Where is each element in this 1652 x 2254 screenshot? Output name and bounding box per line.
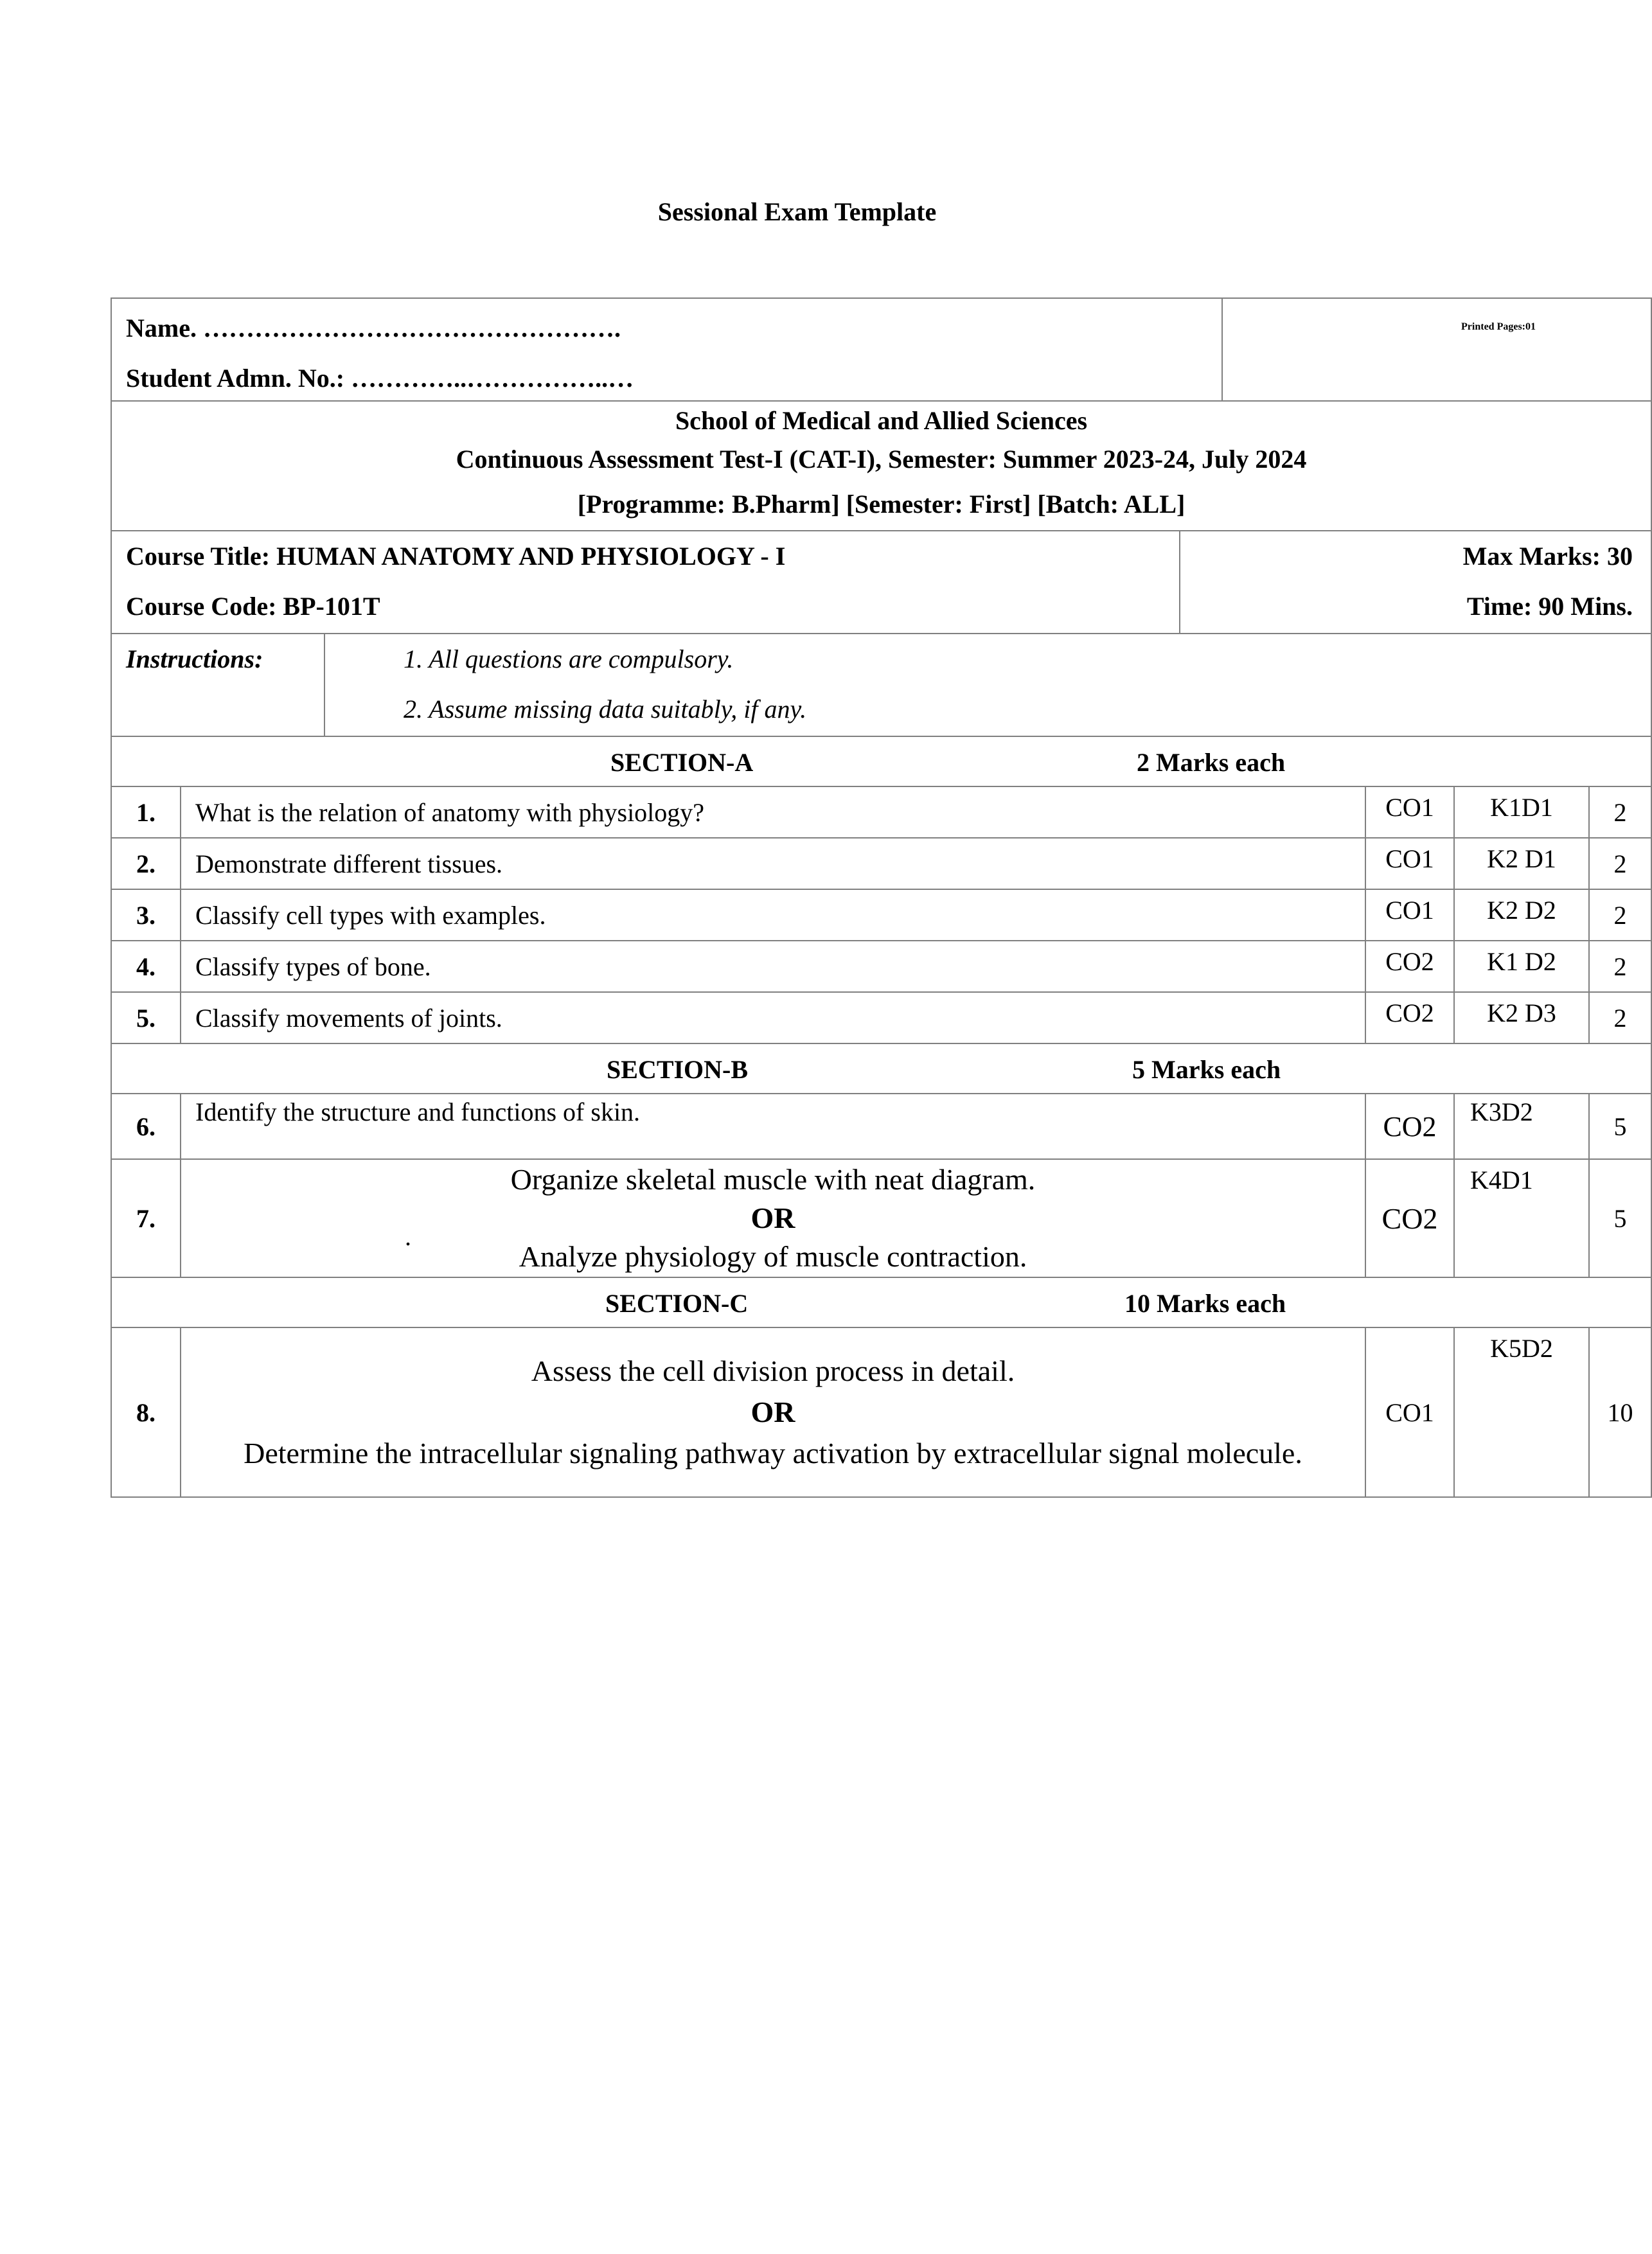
question-row bbox=[111, 889, 1651, 941]
question-co: CO1 bbox=[1365, 786, 1454, 838]
question-level: K1 D2 bbox=[1454, 941, 1589, 992]
test-name: Continuous Assessment Test-I (CAT-I), Semester: Summer 2023-24, July 2024 bbox=[456, 445, 1307, 474]
question-marks: 2 bbox=[1589, 786, 1651, 838]
time-allowed: Time: 90 Mins. bbox=[1466, 592, 1633, 621]
question-number: 1. bbox=[111, 786, 181, 838]
question-level: K1D1 bbox=[1454, 786, 1589, 838]
question-number: 6. bbox=[111, 1094, 181, 1159]
question-text: Assess the cell division process in detail. bbox=[531, 1354, 1015, 1387]
question-marks: 5 bbox=[1589, 1159, 1651, 1277]
or-label: OR bbox=[751, 1202, 795, 1234]
instruction-item: 1. All questions are compulsory. bbox=[404, 644, 734, 673]
question-co: CO2 bbox=[1365, 941, 1454, 992]
max-marks: Max Marks: 30 bbox=[1462, 542, 1633, 571]
question-number: 7. bbox=[111, 1159, 181, 1277]
course-title: Course Title: HUMAN ANATOMY AND PHYSIOLOGY - I bbox=[126, 542, 786, 571]
question-marks: 2 bbox=[1589, 941, 1651, 992]
student-admn-field[interactable]: Student Admn. No.: …………..……………..… bbox=[126, 364, 634, 393]
question-level: K4D1 bbox=[1454, 1159, 1589, 1277]
question-co: CO1 bbox=[1365, 838, 1454, 889]
question-row bbox=[111, 786, 1651, 838]
question-level: K2 D1 bbox=[1454, 838, 1589, 889]
section-title: SECTION-A bbox=[610, 748, 754, 777]
question-row bbox=[111, 1327, 1651, 1497]
question-text: Demonstrate different tissues. bbox=[181, 838, 1365, 889]
question-row bbox=[111, 1094, 1651, 1159]
school-name: School of Medical and Allied Sciences bbox=[675, 406, 1088, 435]
question-row bbox=[111, 1159, 1651, 1277]
section-title: SECTION-B bbox=[607, 1055, 749, 1084]
section-marks: 10 Marks each bbox=[1124, 1289, 1286, 1318]
question-row bbox=[111, 838, 1651, 889]
question-number: 4. bbox=[111, 941, 181, 992]
question-text: Identify the structure and functions of skin. bbox=[181, 1094, 1365, 1159]
section-marks: 2 Marks each bbox=[1137, 748, 1286, 777]
question-text: Classify types of bone. bbox=[181, 941, 1365, 992]
question-level: K2 D3 bbox=[1454, 992, 1589, 1043]
question-marks: 2 bbox=[1589, 992, 1651, 1043]
question-number: 5. bbox=[111, 992, 181, 1043]
question-row bbox=[111, 992, 1651, 1043]
or-label: OR bbox=[751, 1396, 795, 1428]
exam-paper-table bbox=[111, 297, 1652, 1498]
course-code: Course Code: BP-101T bbox=[126, 592, 380, 621]
section-a-header bbox=[111, 736, 1651, 786]
question-number: 3. bbox=[111, 889, 181, 941]
question-level: K3D2 bbox=[1454, 1094, 1589, 1159]
question-marks: 2 bbox=[1589, 889, 1651, 941]
question-text: Analyze physiology of muscle contraction. bbox=[519, 1240, 1027, 1273]
question-marks: 10 bbox=[1589, 1327, 1651, 1497]
stray-dot: . bbox=[405, 1222, 411, 1251]
programme-line: [Programme: B.Pharm] [Semester: First] [Batch: ALL] bbox=[577, 490, 1186, 519]
instructions-label: Instructions: bbox=[126, 644, 263, 673]
question-row bbox=[111, 941, 1651, 992]
student-name-field[interactable]: Name. …………………………………………. bbox=[126, 314, 621, 342]
question-number: 8. bbox=[111, 1327, 181, 1497]
printed-pages: Printed Pages:01 bbox=[1461, 321, 1536, 332]
question-level: K2 D2 bbox=[1454, 889, 1589, 941]
question-text: Determine the intracellular signaling pathway activation by extracellular signal molecule. bbox=[244, 1437, 1302, 1469]
question-marks: 2 bbox=[1589, 838, 1651, 889]
instructions-block bbox=[111, 634, 1651, 736]
question-level: K5D2 bbox=[1454, 1327, 1589, 1497]
school-block bbox=[111, 401, 1651, 531]
question-text-block bbox=[181, 1327, 1365, 1497]
section-b-header bbox=[111, 1043, 1651, 1094]
question-co: CO1 bbox=[1365, 1327, 1454, 1497]
question-marks: 5 bbox=[1589, 1094, 1651, 1159]
question-text: Classify movements of joints. bbox=[181, 992, 1365, 1043]
question-co: CO2 bbox=[1365, 1159, 1454, 1277]
page-title: Sessional Exam Template bbox=[657, 197, 937, 226]
question-text-block bbox=[181, 1159, 1365, 1277]
question-number: 2. bbox=[111, 838, 181, 889]
section-marks: 5 Marks each bbox=[1132, 1055, 1281, 1084]
section-title: SECTION-C bbox=[605, 1289, 749, 1318]
instruction-item: 2. Assume missing data suitably, if any. bbox=[404, 695, 807, 723]
question-co: CO2 bbox=[1365, 1094, 1454, 1159]
question-text: What is the relation of anatomy with physiology? bbox=[181, 786, 1365, 838]
question-co: CO1 bbox=[1365, 889, 1454, 941]
course-block bbox=[111, 531, 1651, 634]
question-text: Organize skeletal muscle with neat diagram. bbox=[510, 1163, 1036, 1196]
question-co: CO2 bbox=[1365, 992, 1454, 1043]
question-text: Classify cell types with examples. bbox=[181, 889, 1365, 941]
section-c-header bbox=[111, 1277, 1651, 1327]
